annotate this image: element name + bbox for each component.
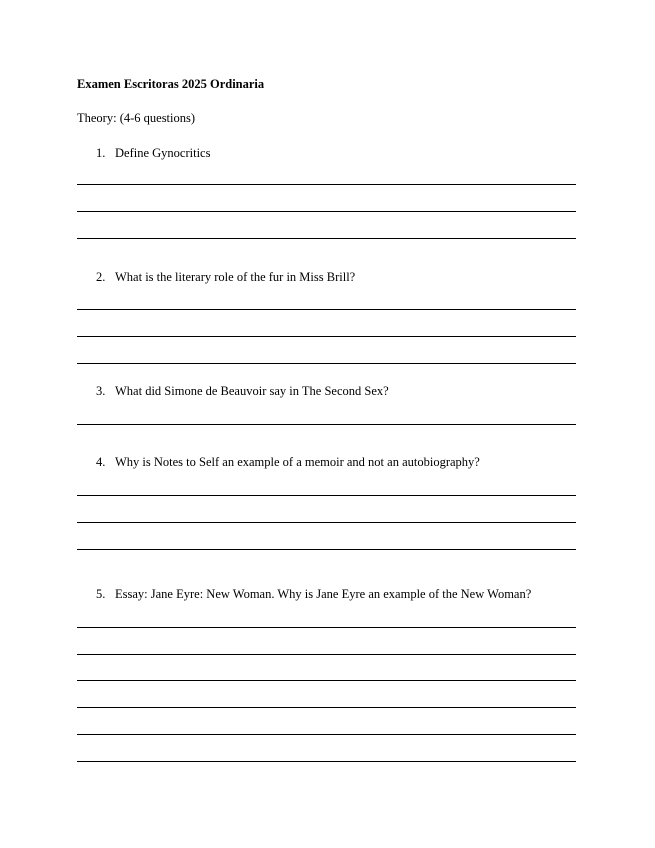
question-text: Essay: Jane Eyre: New Woman. Why is Jane Eyre an example of the New Woman? <box>115 587 532 601</box>
question-text: What is the literary role of the fur in Miss Brill? <box>115 270 356 284</box>
question-4 <box>96 455 480 470</box>
answer-line[interactable] <box>77 424 576 425</box>
answer-line[interactable] <box>77 627 576 628</box>
answer-line[interactable] <box>77 184 576 185</box>
answer-line[interactable] <box>77 238 576 239</box>
answer-line[interactable] <box>77 761 576 762</box>
answer-line[interactable] <box>77 211 576 212</box>
answer-line[interactable] <box>77 680 576 681</box>
question-text: What did Simone de Beauvoir say in The Second Sex? <box>115 384 389 398</box>
question-number: 4. <box>96 455 106 469</box>
question-3 <box>96 384 389 399</box>
question-number: 5. <box>96 587 106 601</box>
exam-title: Examen Escritoras 2025 Ordinaria <box>77 77 265 91</box>
answer-line[interactable] <box>77 522 576 523</box>
question-2 <box>96 270 355 285</box>
answer-line[interactable] <box>77 363 576 364</box>
question-number: 2. <box>96 270 106 284</box>
answer-line[interactable] <box>77 549 576 550</box>
answer-line[interactable] <box>77 734 576 735</box>
answer-line[interactable] <box>77 654 576 655</box>
question-text: Why is Notes to Self an example of a memoir and not an autobiography? <box>115 455 480 469</box>
answer-line[interactable] <box>77 495 576 496</box>
answer-line[interactable] <box>77 309 576 310</box>
exam-subtitle: Theory: (4-6 questions) <box>77 111 196 125</box>
question-number: 3. <box>96 384 106 398</box>
question-number: 1. <box>96 146 106 160</box>
answer-line[interactable] <box>77 707 576 708</box>
answer-line[interactable] <box>77 336 576 337</box>
question-text: Define Gynocritics <box>115 146 211 160</box>
question-1 <box>96 146 210 161</box>
question-5 <box>96 587 531 602</box>
